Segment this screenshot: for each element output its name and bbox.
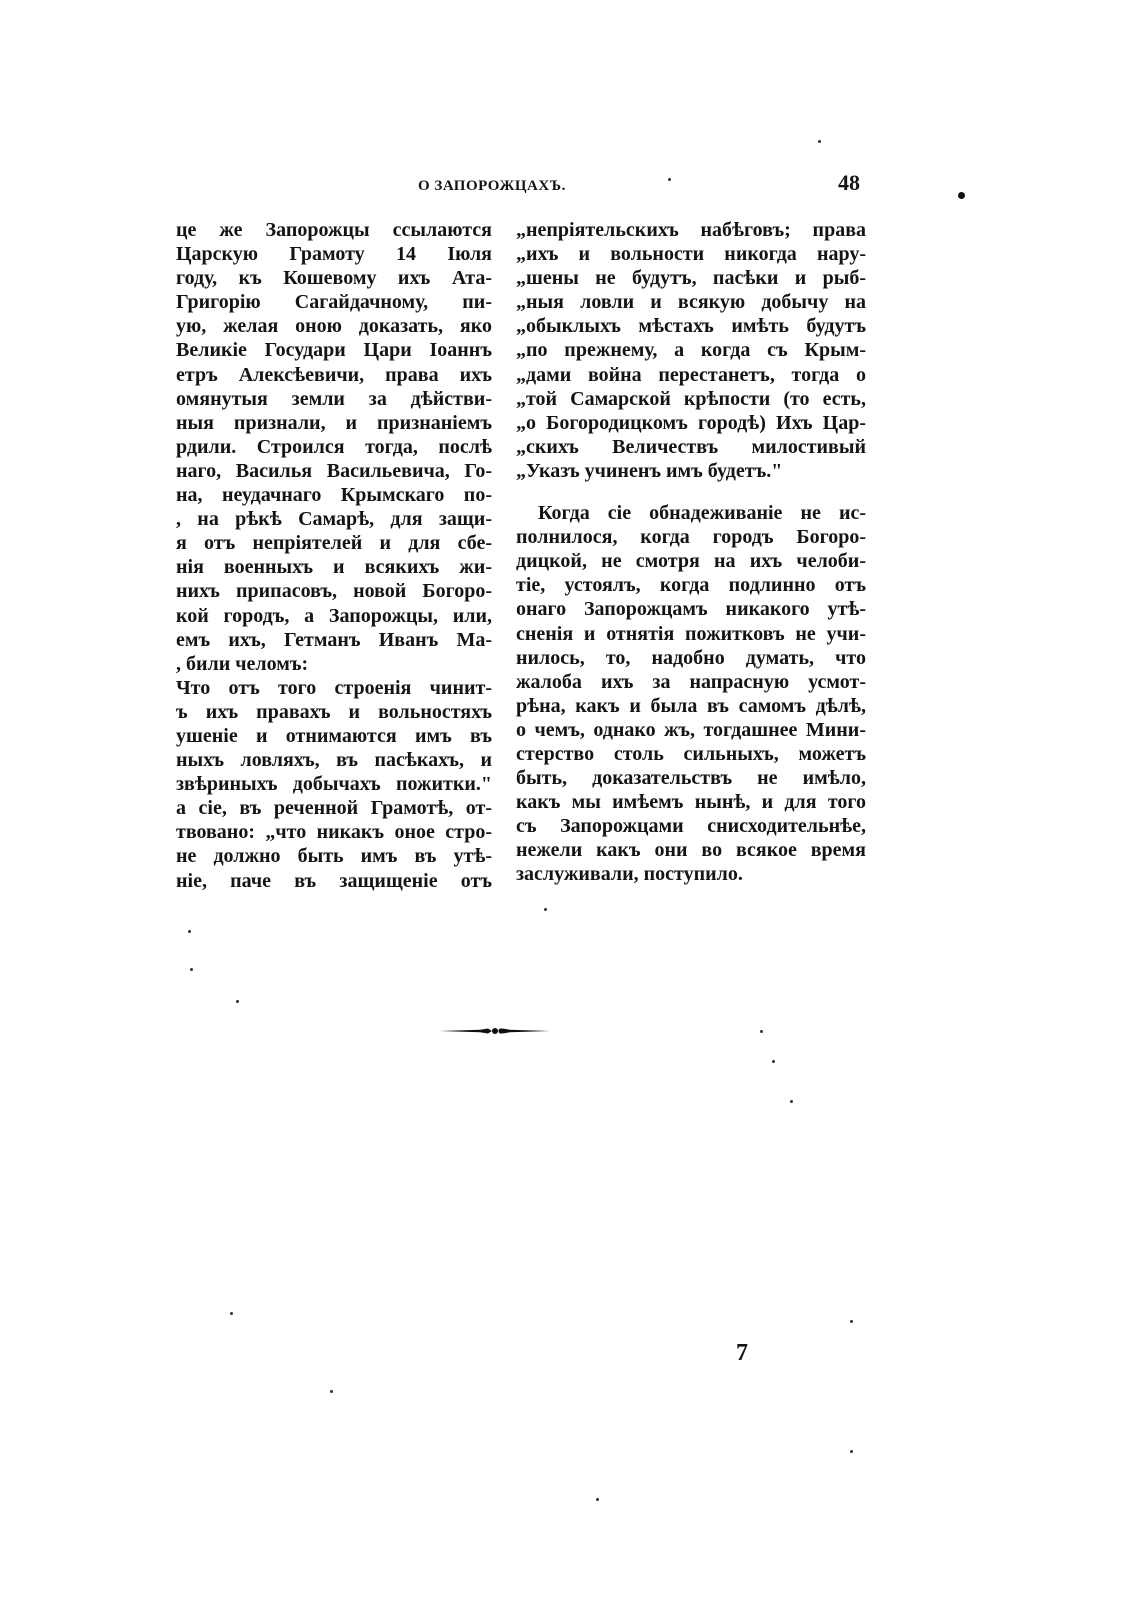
text-line: нихъ припасовъ, новой Богоро-	[176, 580, 492, 603]
text-line: Что отъ того строенія чинит-	[176, 676, 492, 699]
ink-speck	[772, 1060, 775, 1063]
paragraph-gap	[516, 483, 866, 501]
ink-speck	[236, 1000, 239, 1003]
text-line: а сіе, въ реченной Грамотѣ, от-	[176, 797, 492, 820]
text-line: „по прежнему, а когда съ Крым-	[516, 339, 866, 362]
text-line: „шены не будутъ, пасѣки и рыб-	[516, 267, 866, 290]
text-line: на, неудачнаго Крымскаго по-	[176, 484, 492, 507]
ink-speck	[230, 1312, 233, 1315]
text-line: ныхъ ловляхъ, въ пасѣкахъ, и	[176, 749, 492, 772]
text-line: жалоба ихъ за напрасную усмот-	[516, 670, 866, 693]
text-line: Великіе Государи Цари Іоаннъ	[176, 339, 492, 362]
ink-speck	[818, 140, 821, 143]
text-line: твовано: „что никакъ оное стро-	[176, 821, 492, 844]
text-line: ую, желая оною доказать, яко	[176, 315, 492, 338]
ink-speck	[190, 968, 193, 971]
text-line: Григорію Сагайдачному, пи-	[176, 291, 492, 314]
ink-speck	[544, 908, 547, 911]
text-line: звѣриныхъ добычахъ пожитки."	[176, 773, 492, 796]
ink-speck	[668, 178, 671, 181]
page-number: 48	[838, 170, 860, 195]
text-line: ъ ихъ правахъ и вольностяхъ	[176, 700, 492, 723]
text-line: стерство столь сильныхъ, можетъ	[516, 742, 866, 765]
ink-speck	[790, 1100, 793, 1103]
text-line: тіе, устоялъ, когда подлинно отъ	[516, 574, 866, 597]
text-line: не должно быть имъ въ утѣ-	[176, 845, 492, 868]
ink-speck	[850, 1450, 853, 1453]
text-line: наго, Василья Васильевича, Го-	[176, 459, 492, 482]
ink-speck	[760, 1030, 763, 1033]
ink-speck	[596, 1498, 599, 1501]
text-line: „ихъ и вольности никогда нару-	[516, 243, 866, 266]
text-line: „скихъ Величествъ милостивый	[516, 435, 866, 458]
text-line: нія военныхъ и всякихъ жи-	[176, 556, 492, 579]
text-line: о чемъ, однако жъ, тогдашнее Мини-	[516, 718, 866, 741]
ornament-divider	[440, 1026, 550, 1036]
text-line: етръ Алексѣевичи, права ихъ	[176, 363, 492, 386]
text-line: , били челомъ:	[176, 652, 309, 675]
left-text-column	[176, 218, 492, 893]
text-line: я отъ непріятелей и для сбе-	[176, 532, 492, 555]
text-line: кой городъ, а Запорожцы, или,	[176, 604, 492, 627]
text-line: „Указъ учиненъ имъ будетъ."	[516, 459, 783, 482]
text-line: ніе, паче въ защищеніе отъ	[176, 869, 492, 892]
text-line: нилось, то, надобно думать, что	[516, 646, 866, 669]
text-line: съ Запорожцами снисходительнѣе,	[516, 815, 866, 838]
text-line: рдили. Строился тогда, послѣ	[176, 435, 492, 458]
text-line: „о Богородицкомъ городѣ) Ихъ Цар-	[516, 411, 866, 434]
text-line: быть, доказательствъ не имѣло,	[516, 767, 866, 790]
text-line: рѣна, какъ и была въ самомъ дѣлѣ,	[516, 694, 866, 717]
text-line: дицкой, не смотря на ихъ челоби-	[516, 550, 866, 573]
signature-mark: 7	[736, 1340, 748, 1366]
text-line: ушеніе и отнимаются имъ въ	[176, 724, 492, 747]
ink-speck	[330, 1390, 333, 1393]
text-line: , на рѣкѣ Самарѣ, для защи-	[176, 508, 492, 531]
text-line: ныя признали, и признаніемъ	[176, 411, 492, 434]
text-line: емъ ихъ, Гетманъ Иванъ Ма-	[176, 628, 492, 651]
text-line: це же Запорожцы ссылаются	[176, 219, 492, 241]
text-line: „дами война перестанетъ, тогда о	[516, 363, 866, 386]
text-line: „той Самарской крѣпости (то есть,	[516, 387, 866, 410]
text-line: Царскую Грамоту 14 Іюля	[176, 243, 492, 266]
text-line: сненія и отнятія пожитковъ не учи-	[516, 622, 866, 645]
text-line: полнилося, когда городъ Богоро-	[516, 526, 866, 549]
text-line: „обыклыхъ мѣстахъ имѣть будутъ	[516, 315, 866, 338]
text-line: омянутыя земли за дѣйстви-	[176, 387, 492, 410]
text-line: заслуживали, поступило.	[516, 863, 743, 886]
text-line: Когда сіе обнадеживаніе не ис-	[538, 502, 866, 525]
text-line: онаго Запорожцамъ никакого утѣ-	[516, 598, 866, 621]
ink-speck	[850, 1320, 853, 1323]
text-line: „непріятельскихъ набѣговъ; права	[516, 219, 866, 241]
text-line: какъ мы имѣемъ нынѣ, и для того	[516, 791, 866, 814]
right-text-column	[516, 218, 866, 887]
ink-speck	[958, 192, 965, 199]
text-line: „ныя ловли и всякую добычу на	[516, 291, 866, 314]
running-title: О ЗАПОРОЖЦАХЪ.	[418, 178, 566, 194]
text-line: нежели какъ они во всякое время	[516, 839, 866, 862]
ink-speck	[188, 930, 191, 933]
text-line: году, къ Кошевому ихъ Ата-	[176, 267, 492, 290]
